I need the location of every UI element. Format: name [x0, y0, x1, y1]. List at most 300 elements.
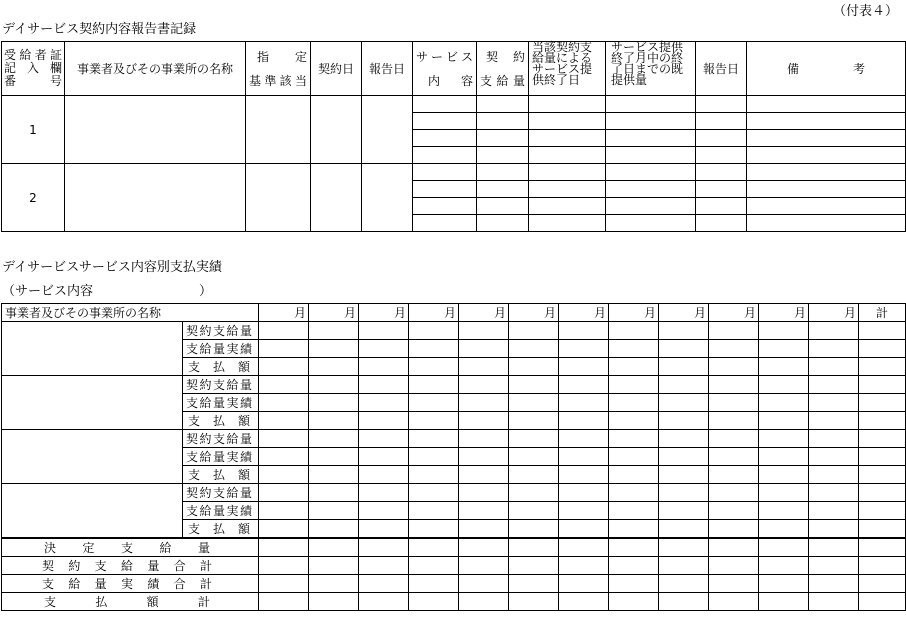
amount-cell[interactable]: [659, 358, 709, 376]
business-name-cell[interactable]: [2, 322, 183, 376]
amount-cell[interactable]: [759, 376, 809, 394]
amount-cell[interactable]: [309, 502, 359, 520]
amount-cell[interactable]: [859, 394, 906, 412]
amount-cell[interactable]: [259, 466, 309, 484]
amount-cell[interactable]: [559, 538, 609, 557]
amount-cell[interactable]: [759, 593, 809, 611]
row-label: 契約支給量: [183, 484, 259, 502]
end-date-cell[interactable]: [529, 164, 606, 181]
amount-cell[interactable]: [309, 412, 359, 430]
contract-amount-cell[interactable]: [477, 96, 529, 113]
business-name-cell[interactable]: [65, 96, 246, 164]
amount-cell[interactable]: [459, 340, 509, 358]
amount-cell[interactable]: [359, 376, 409, 394]
end-date-cell[interactable]: [529, 215, 606, 232]
amount-cell[interactable]: [509, 394, 559, 412]
amount-cell[interactable]: [859, 340, 906, 358]
amount-cell[interactable]: [559, 376, 609, 394]
remarks-cell[interactable]: [747, 130, 906, 147]
service-cell[interactable]: [413, 113, 477, 130]
amount-cell[interactable]: [809, 322, 859, 340]
amount-cell[interactable]: [809, 376, 859, 394]
amount-cell[interactable]: [459, 394, 509, 412]
amount-cell[interactable]: [659, 593, 709, 611]
row-label: 契約支給量: [183, 430, 259, 448]
service-cell[interactable]: [413, 147, 477, 164]
amount-cell[interactable]: [259, 430, 309, 448]
amount-cell[interactable]: [759, 448, 809, 466]
amount-cell[interactable]: [259, 484, 309, 502]
remarks-cell[interactable]: [747, 113, 906, 130]
service-cell[interactable]: [413, 181, 477, 198]
amount-cell[interactable]: [409, 520, 459, 539]
amount-cell[interactable]: [859, 593, 906, 611]
amount-cell[interactable]: [359, 340, 409, 358]
amount-cell[interactable]: [259, 358, 309, 376]
amount-cell[interactable]: [709, 322, 759, 340]
amount-cell[interactable]: [509, 575, 559, 593]
report-date-cell[interactable]: [362, 96, 413, 164]
amount-cell[interactable]: [709, 557, 759, 575]
amount-cell[interactable]: [609, 358, 659, 376]
header-month: 月: [709, 304, 759, 322]
amount-cell[interactable]: [359, 412, 409, 430]
contract-amount-cell[interactable]: [477, 147, 529, 164]
amount-cell[interactable]: [759, 430, 809, 448]
amount-cell[interactable]: [459, 376, 509, 394]
provided-amount-cell[interactable]: [606, 164, 696, 181]
amount-cell[interactable]: [459, 358, 509, 376]
footer-row: [2, 538, 906, 557]
form-annex-note: （付表４）: [832, 4, 898, 19]
remarks-cell[interactable]: [747, 198, 906, 215]
report-date-2-cell[interactable]: [696, 164, 747, 181]
amount-cell[interactable]: [759, 322, 809, 340]
end-date-cell[interactable]: [529, 181, 606, 198]
header-month: 月: [659, 304, 709, 322]
amount-cell[interactable]: [359, 466, 409, 484]
amount-cell[interactable]: [559, 394, 609, 412]
report-date-2-cell[interactable]: [696, 181, 747, 198]
provided-amount-cell[interactable]: [606, 96, 696, 113]
business-name-cell[interactable]: [2, 484, 183, 539]
designation-cell[interactable]: [246, 164, 311, 232]
amount-cell[interactable]: [709, 430, 759, 448]
amount-cell[interactable]: [509, 520, 559, 539]
amount-cell[interactable]: [809, 340, 859, 358]
amount-cell[interactable]: [859, 484, 906, 502]
amount-cell[interactable]: [309, 340, 359, 358]
header-designation: [246, 42, 311, 96]
amount-cell[interactable]: [809, 520, 859, 539]
amount-cell[interactable]: [559, 575, 609, 593]
amount-cell[interactable]: [509, 412, 559, 430]
amount-cell[interactable]: [409, 340, 459, 358]
amount-cell[interactable]: [259, 376, 309, 394]
amount-cell[interactable]: [509, 430, 559, 448]
amount-cell[interactable]: [859, 538, 906, 557]
amount-cell[interactable]: [409, 593, 459, 611]
remarks-cell[interactable]: [747, 147, 906, 164]
header-contract-amount: [477, 42, 529, 96]
amount-cell[interactable]: [359, 448, 409, 466]
amount-cell[interactable]: [559, 430, 609, 448]
contract-amount-cell[interactable]: [477, 164, 529, 181]
amount-cell[interactable]: [709, 466, 759, 484]
amount-cell[interactable]: [559, 520, 609, 539]
header-contract-amount-line1: 契 約: [486, 49, 525, 64]
amount-cell[interactable]: [409, 322, 459, 340]
contract-amount-cell[interactable]: [477, 113, 529, 130]
amount-cell[interactable]: [709, 502, 759, 520]
amount-cell[interactable]: [609, 394, 659, 412]
amount-cell[interactable]: [659, 430, 709, 448]
provided-amount-cell[interactable]: [606, 215, 696, 232]
header-contract-date: 契約日: [311, 42, 362, 96]
amount-cell[interactable]: [609, 466, 659, 484]
amount-cell[interactable]: [659, 340, 709, 358]
amount-cell[interactable]: [609, 593, 659, 611]
end-date-cell[interactable]: [529, 198, 606, 215]
service-cell[interactable]: [413, 96, 477, 113]
amount-cell[interactable]: [259, 502, 309, 520]
amount-cell[interactable]: [309, 358, 359, 376]
amount-cell[interactable]: [459, 466, 509, 484]
amount-cell[interactable]: [659, 412, 709, 430]
amount-cell[interactable]: [759, 557, 809, 575]
amount-cell[interactable]: [409, 412, 459, 430]
amount-cell[interactable]: [659, 557, 709, 575]
amount-cell[interactable]: [759, 340, 809, 358]
amount-cell[interactable]: [359, 484, 409, 502]
amount-cell[interactable]: [459, 448, 509, 466]
amount-cell[interactable]: [609, 557, 659, 575]
amount-cell[interactable]: [559, 557, 609, 575]
amount-cell[interactable]: [559, 340, 609, 358]
amount-cell[interactable]: [359, 322, 409, 340]
amount-cell[interactable]: [809, 358, 859, 376]
amount-cell[interactable]: [659, 376, 709, 394]
amount-cell[interactable]: [359, 520, 409, 539]
amount-cell[interactable]: [309, 575, 359, 593]
amount-cell[interactable]: [409, 376, 459, 394]
amount-cell[interactable]: [459, 520, 509, 539]
amount-cell[interactable]: [809, 502, 859, 520]
amount-cell[interactable]: [859, 322, 906, 340]
amount-cell[interactable]: [859, 520, 906, 539]
amount-cell[interactable]: [309, 557, 359, 575]
report-date-2-cell[interactable]: [696, 215, 747, 232]
amount-cell[interactable]: [309, 448, 359, 466]
amount-cell[interactable]: [709, 376, 759, 394]
header-recipient-no: [2, 42, 65, 96]
amount-cell[interactable]: [859, 575, 906, 593]
amount-cell[interactable]: [259, 340, 309, 358]
amount-cell[interactable]: [509, 502, 559, 520]
service-cell[interactable]: [413, 198, 477, 215]
amount-cell[interactable]: [359, 575, 409, 593]
report-date-2-cell[interactable]: [696, 130, 747, 147]
amount-cell[interactable]: [309, 538, 359, 557]
amount-cell[interactable]: [309, 484, 359, 502]
report-date-2-cell[interactable]: [696, 198, 747, 215]
amount-cell[interactable]: [309, 322, 359, 340]
amount-cell[interactable]: [609, 484, 659, 502]
payment-record-table: [1, 303, 906, 611]
table-row: [2, 96, 906, 113]
amount-cell[interactable]: [859, 376, 906, 394]
amount-cell[interactable]: [659, 448, 709, 466]
provided-amount-cell[interactable]: [606, 198, 696, 215]
amount-cell[interactable]: [709, 448, 759, 466]
amount-cell[interactable]: [609, 412, 659, 430]
amount-cell[interactable]: [459, 557, 509, 575]
header-recipient-no-line2: 記 入 欄: [4, 61, 62, 75]
table-header-row: [2, 304, 906, 322]
amount-cell[interactable]: [509, 484, 559, 502]
contract-date-cell[interactable]: [311, 164, 362, 232]
provided-amount-cell[interactable]: [606, 181, 696, 198]
amount-cell[interactable]: [309, 466, 359, 484]
header-service-line1: サービス: [416, 49, 473, 64]
amount-cell[interactable]: [759, 575, 809, 593]
amount-cell[interactable]: [509, 538, 559, 557]
amount-cell[interactable]: [609, 322, 659, 340]
amount-cell[interactable]: [409, 430, 459, 448]
amount-cell[interactable]: [659, 520, 709, 539]
contract-amount-cell[interactable]: [477, 181, 529, 198]
amount-cell[interactable]: [809, 484, 859, 502]
amount-cell[interactable]: [659, 502, 709, 520]
amount-cell[interactable]: [409, 538, 459, 557]
business-name-cell[interactable]: [65, 164, 246, 232]
amount-cell[interactable]: [759, 466, 809, 484]
amount-cell[interactable]: [709, 340, 759, 358]
contract-amount-cell[interactable]: [477, 215, 529, 232]
amount-cell[interactable]: [459, 575, 509, 593]
report-date-cell[interactable]: [362, 164, 413, 232]
amount-cell[interactable]: [359, 557, 409, 575]
amount-cell[interactable]: [809, 466, 859, 484]
amount-cell[interactable]: [509, 322, 559, 340]
amount-cell[interactable]: [409, 448, 459, 466]
amount-cell[interactable]: [559, 412, 609, 430]
designation-cell[interactable]: [246, 96, 311, 164]
amount-cell[interactable]: [259, 322, 309, 340]
amount-cell[interactable]: [259, 412, 309, 430]
end-date-cell[interactable]: [529, 147, 606, 164]
amount-cell[interactable]: [659, 575, 709, 593]
amount-cell[interactable]: [809, 557, 859, 575]
amount-cell[interactable]: [459, 502, 509, 520]
header-month: 月: [759, 304, 809, 322]
amount-cell[interactable]: [459, 430, 509, 448]
amount-cell[interactable]: [559, 448, 609, 466]
amount-cell[interactable]: [859, 502, 906, 520]
amount-cell[interactable]: [709, 520, 759, 539]
amount-cell[interactable]: [809, 430, 859, 448]
amount-cell[interactable]: [259, 520, 309, 539]
amount-cell[interactable]: [309, 394, 359, 412]
amount-cell[interactable]: [809, 394, 859, 412]
amount-cell[interactable]: [559, 502, 609, 520]
amount-cell[interactable]: [609, 520, 659, 539]
amount-cell[interactable]: [459, 322, 509, 340]
amount-cell[interactable]: [709, 593, 759, 611]
amount-cell[interactable]: [409, 557, 459, 575]
amount-cell[interactable]: [409, 394, 459, 412]
amount-cell[interactable]: [809, 538, 859, 557]
amount-cell[interactable]: [459, 593, 509, 611]
amount-cell[interactable]: [559, 358, 609, 376]
amount-cell[interactable]: [759, 484, 809, 502]
row-label: 支給量実績: [183, 394, 259, 412]
contract-amount-cell[interactable]: [477, 198, 529, 215]
remarks-cell[interactable]: [747, 164, 906, 181]
service-cell[interactable]: [413, 130, 477, 147]
amount-cell[interactable]: [259, 575, 309, 593]
amount-cell[interactable]: [859, 448, 906, 466]
footer-label: 決 定 支 給 量: [2, 538, 259, 557]
business-name-cell[interactable]: [2, 430, 183, 484]
amount-cell[interactable]: [859, 358, 906, 376]
service-cell[interactable]: [413, 164, 477, 181]
footer-row: [2, 593, 906, 611]
remarks-cell[interactable]: [747, 96, 906, 113]
amount-cell[interactable]: [359, 358, 409, 376]
header-total: 計: [859, 304, 906, 322]
amount-cell[interactable]: [609, 376, 659, 394]
amount-cell[interactable]: [709, 484, 759, 502]
amount-cell[interactable]: [609, 430, 659, 448]
amount-cell[interactable]: [409, 358, 459, 376]
provided-amount-cell[interactable]: [606, 147, 696, 164]
amount-cell[interactable]: [759, 412, 809, 430]
amount-cell[interactable]: [309, 520, 359, 539]
header-remarks: [747, 42, 906, 96]
end-date-cell[interactable]: [529, 130, 606, 147]
amount-cell[interactable]: [409, 484, 459, 502]
service-cell[interactable]: [413, 215, 477, 232]
amount-cell[interactable]: [259, 557, 309, 575]
amount-cell[interactable]: [359, 593, 409, 611]
amount-cell[interactable]: [759, 502, 809, 520]
row-label: 支給量実績: [183, 448, 259, 466]
amount-cell[interactable]: [409, 502, 459, 520]
report-date-2-cell[interactable]: [696, 113, 747, 130]
amount-cell[interactable]: [259, 593, 309, 611]
amount-cell[interactable]: [609, 502, 659, 520]
header-recipient-no-line1: 受給者証: [4, 48, 62, 62]
amount-cell[interactable]: [559, 466, 609, 484]
amount-cell[interactable]: [809, 593, 859, 611]
amount-cell[interactable]: [509, 448, 559, 466]
contract-date-cell[interactable]: [311, 96, 362, 164]
amount-cell[interactable]: [709, 394, 759, 412]
header-month: 月: [259, 304, 309, 322]
amount-cell[interactable]: [409, 575, 459, 593]
provided-amount-cell[interactable]: [606, 130, 696, 147]
amount-cell[interactable]: [659, 466, 709, 484]
amount-cell[interactable]: [659, 484, 709, 502]
amount-cell[interactable]: [559, 322, 609, 340]
service-content-label: [2, 280, 212, 299]
amount-cell[interactable]: [759, 358, 809, 376]
amount-cell[interactable]: [859, 430, 906, 448]
end-date-cell[interactable]: [529, 96, 606, 113]
end-date-cell[interactable]: [529, 113, 606, 130]
amount-cell[interactable]: [459, 484, 509, 502]
amount-cell[interactable]: [259, 394, 309, 412]
amount-cell[interactable]: [359, 502, 409, 520]
amount-cell[interactable]: [609, 448, 659, 466]
amount-cell[interactable]: [359, 538, 409, 557]
amount-cell[interactable]: [859, 466, 906, 484]
amount-cell[interactable]: [559, 593, 609, 611]
amount-cell[interactable]: [859, 557, 906, 575]
remarks-cell[interactable]: [747, 215, 906, 232]
amount-cell[interactable]: [609, 340, 659, 358]
amount-cell[interactable]: [309, 430, 359, 448]
amount-cell[interactable]: [709, 412, 759, 430]
amount-cell[interactable]: [759, 520, 809, 539]
amount-cell[interactable]: [559, 484, 609, 502]
amount-cell[interactable]: [509, 466, 559, 484]
amount-cell[interactable]: [609, 538, 659, 557]
report-date-2-cell[interactable]: [696, 96, 747, 113]
row-label: 契約支給量: [183, 376, 259, 394]
amount-cell[interactable]: [659, 394, 709, 412]
business-name-cell[interactable]: [2, 376, 183, 430]
amount-cell[interactable]: [509, 340, 559, 358]
table-row: [2, 484, 906, 502]
amount-cell[interactable]: [759, 538, 809, 557]
amount-cell[interactable]: [309, 593, 359, 611]
header-remarks-text: 備 考: [787, 62, 865, 76]
amount-cell[interactable]: [709, 538, 759, 557]
amount-cell[interactable]: [409, 466, 459, 484]
amount-cell[interactable]: [309, 376, 359, 394]
amount-cell[interactable]: [509, 593, 559, 611]
amount-cell[interactable]: [259, 538, 309, 557]
amount-cell[interactable]: [359, 394, 409, 412]
contract-amount-cell[interactable]: [477, 130, 529, 147]
amount-cell[interactable]: [259, 448, 309, 466]
row-number: 2: [2, 164, 65, 232]
provided-amount-cell[interactable]: [606, 113, 696, 130]
amount-cell[interactable]: [759, 394, 809, 412]
amount-cell[interactable]: [459, 538, 509, 557]
amount-cell[interactable]: [509, 376, 559, 394]
amount-cell[interactable]: [509, 358, 559, 376]
amount-cell[interactable]: [859, 412, 906, 430]
amount-cell[interactable]: [609, 575, 659, 593]
amount-cell[interactable]: [809, 448, 859, 466]
amount-cell[interactable]: [459, 412, 509, 430]
amount-cell[interactable]: [709, 358, 759, 376]
amount-cell[interactable]: [659, 538, 709, 557]
amount-cell[interactable]: [509, 557, 559, 575]
amount-cell[interactable]: [359, 430, 409, 448]
amount-cell[interactable]: [809, 412, 859, 430]
table-row: [2, 322, 906, 340]
report-date-2-cell[interactable]: [696, 147, 747, 164]
remarks-cell[interactable]: [747, 181, 906, 198]
amount-cell[interactable]: [709, 575, 759, 593]
amount-cell[interactable]: [809, 575, 859, 593]
header-month: 月: [309, 304, 359, 322]
amount-cell[interactable]: [659, 322, 709, 340]
